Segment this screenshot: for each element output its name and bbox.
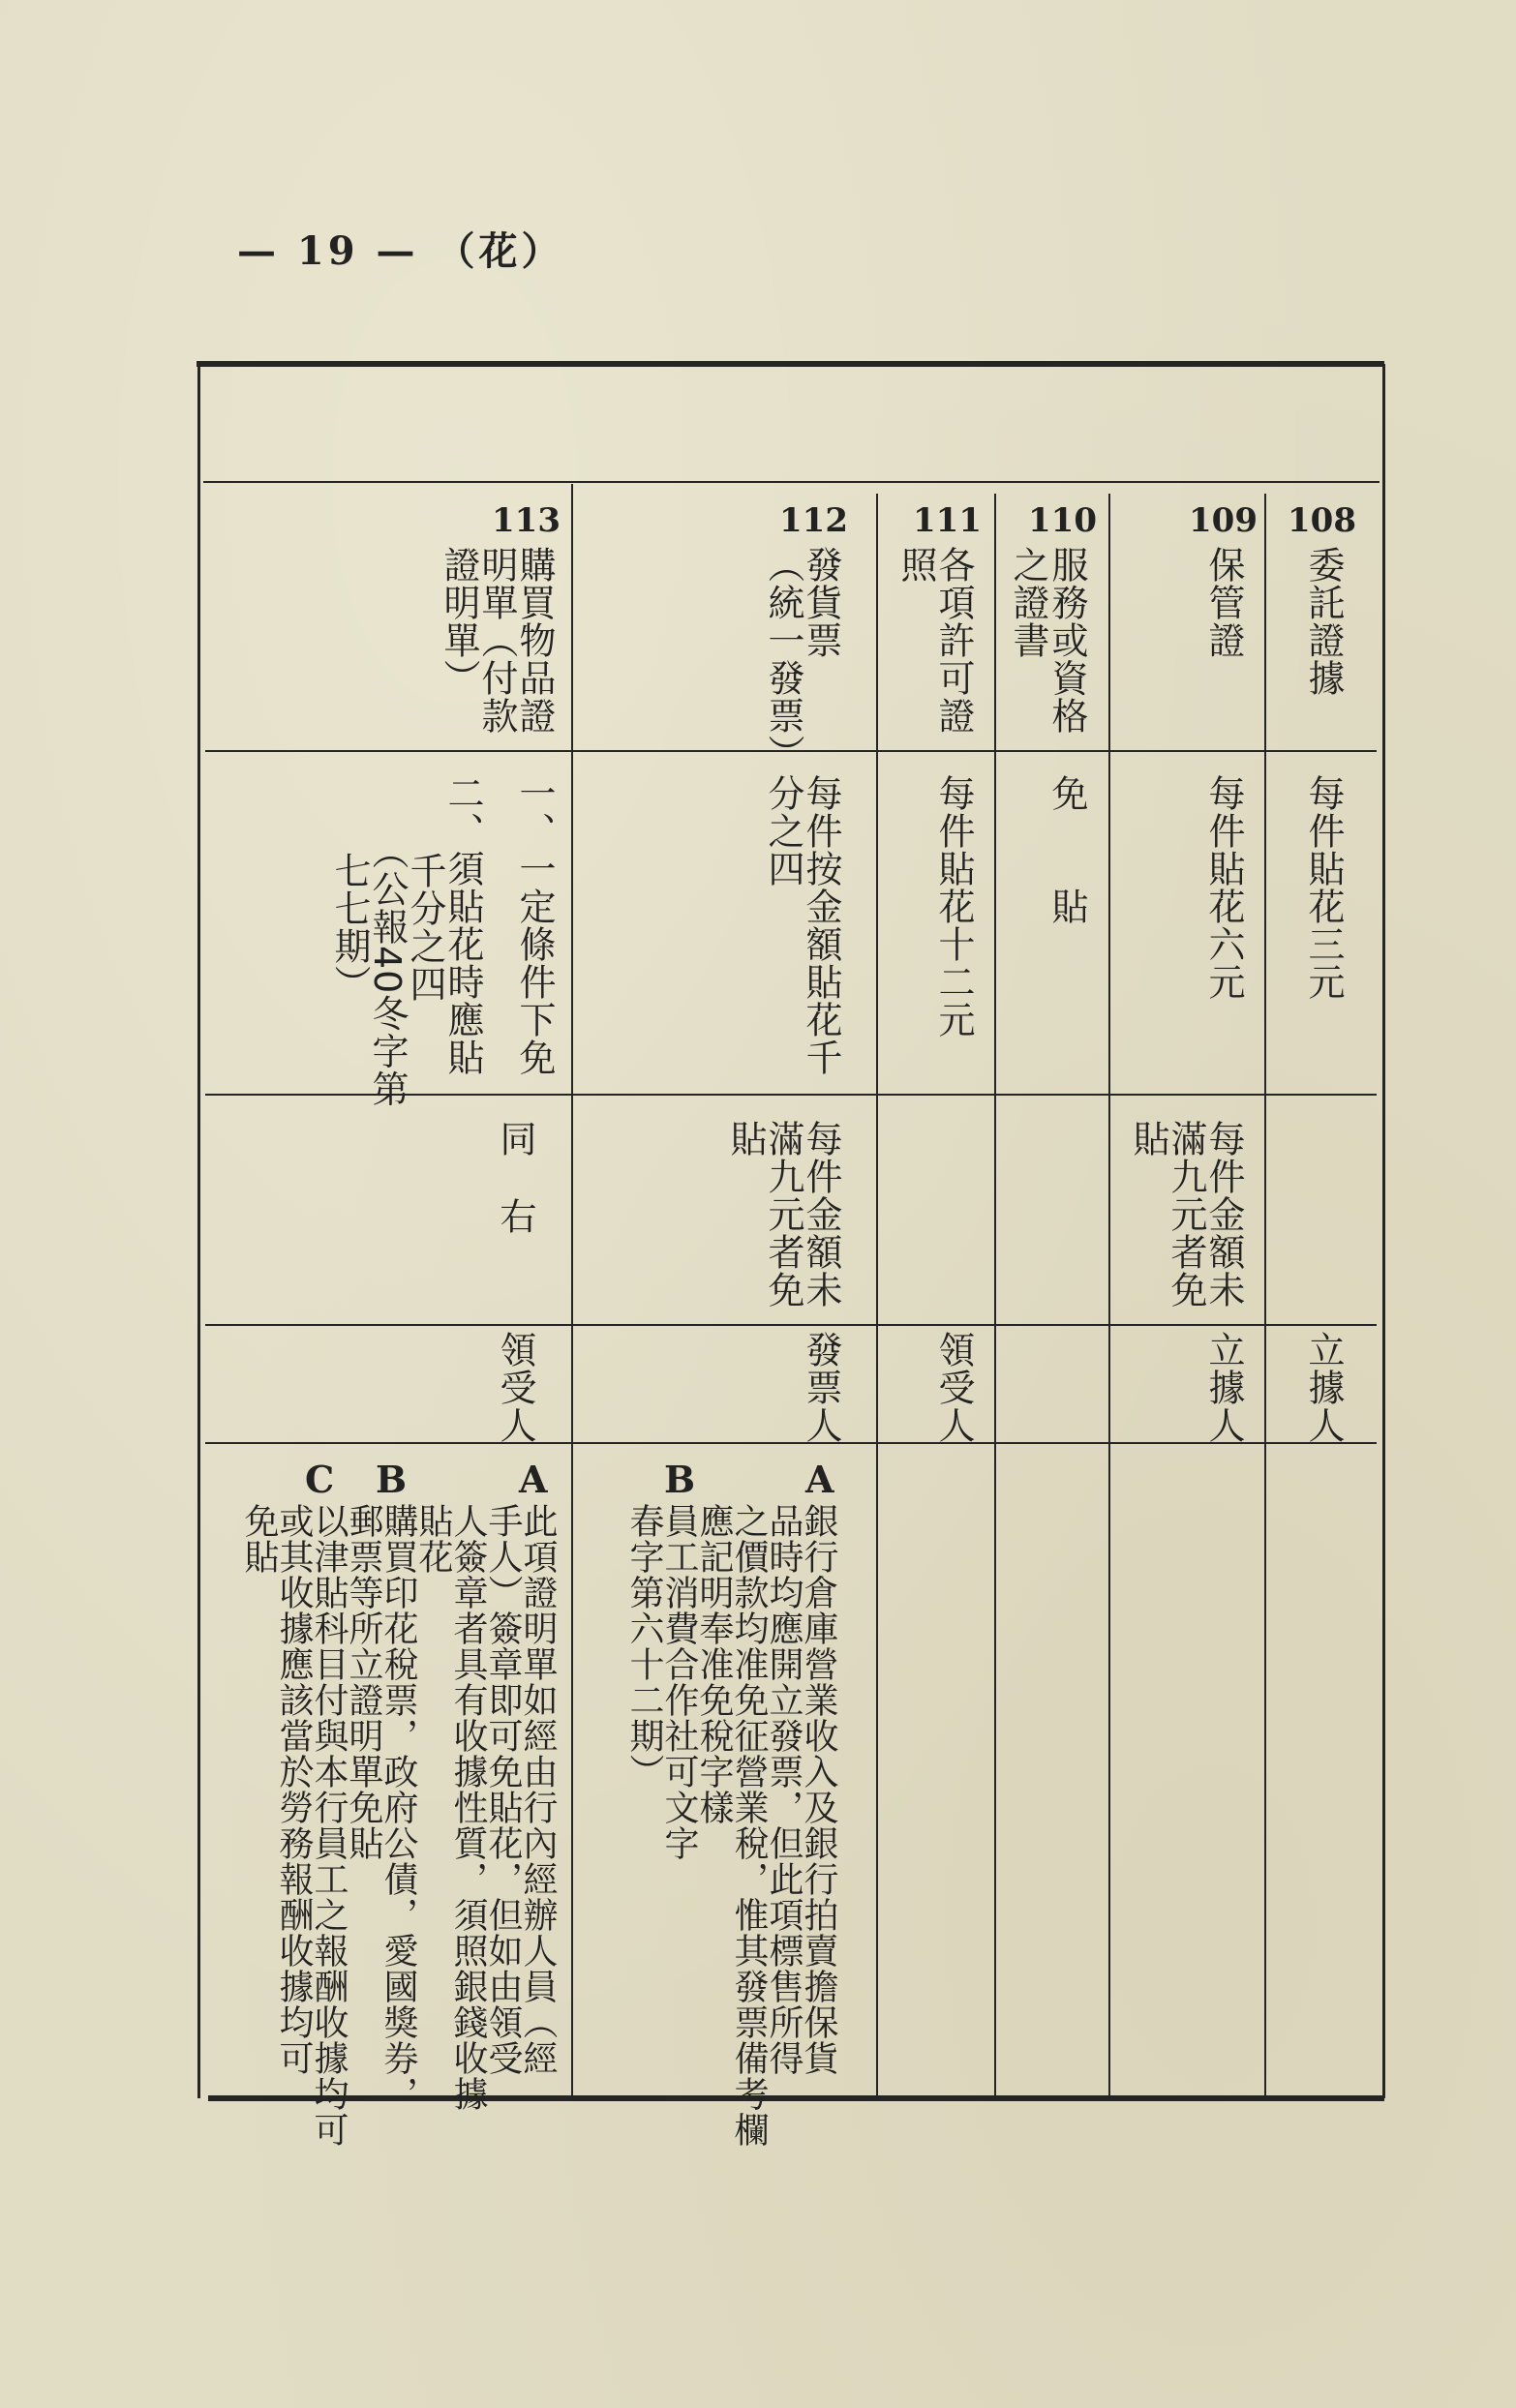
item-number-108: 108 bbox=[1288, 501, 1356, 540]
remark-112-a-col1: 銀行倉庫營業收入及銀行拍賣擔保貨 bbox=[799, 1503, 838, 2076]
item-exemption-112-col1: 每件金額未 bbox=[800, 1120, 842, 1309]
item-exemption-112-col3: 貼 bbox=[724, 1120, 767, 1158]
item-number-110: 110 bbox=[1028, 501, 1097, 540]
remark-113-label-a: A bbox=[519, 1458, 548, 1501]
remark-113-label-b: B bbox=[376, 1458, 408, 1501]
row-separator-payer bbox=[205, 1442, 1377, 1444]
item-name-111-col2: 照 bbox=[894, 546, 937, 584]
table-top-border bbox=[197, 361, 1384, 367]
item-rate-112-col2: 分之四 bbox=[762, 774, 804, 888]
item-exemption-109-col1: 每件金額未 bbox=[1202, 1120, 1245, 1309]
item-rate-111: 每件貼花十二元 bbox=[932, 774, 975, 1038]
remark-113-label-c: C bbox=[305, 1458, 335, 1501]
item-name-113-col3: 證明單） bbox=[438, 546, 480, 697]
item-name-113-col1: 購買物品證 bbox=[513, 546, 556, 735]
remark-113-c-col2: 或其收據應該當於勞務報酬收據均可 bbox=[274, 1503, 314, 2076]
col-sep-113-112 bbox=[571, 484, 573, 2098]
item-exemption-109-col3: 貼 bbox=[1127, 1120, 1169, 1158]
remark-113-a-col3: 人簽章者具有收據性質，須照銀錢收據 bbox=[448, 1503, 488, 2112]
item-name-110-col2: 之證書 bbox=[1007, 546, 1049, 659]
item-number-113: 113 bbox=[492, 501, 561, 540]
remark-112-label-b: B bbox=[664, 1458, 696, 1501]
item-exemption-113-col2: 右 bbox=[494, 1197, 536, 1235]
item-payer-111: 領受人 bbox=[932, 1331, 975, 1444]
table-left-border bbox=[197, 364, 200, 2098]
item-payer-109: 立據人 bbox=[1202, 1331, 1245, 1444]
item-rate-112-col1: 每件按金額貼花千 bbox=[800, 774, 842, 1076]
remark-113-c-col1: 以津貼科目付與本行員工之報酬收據均可 bbox=[309, 1503, 349, 2148]
item-payer-108: 立據人 bbox=[1302, 1331, 1345, 1444]
remark-113-b-col1: 購買印花稅票，政府公債，愛國獎券， bbox=[379, 1503, 418, 2112]
item-rate-113-col3: 千分之四 bbox=[404, 852, 446, 1003]
item-rate-110: 免 貼 bbox=[1046, 774, 1088, 925]
item-payer-112: 發票人 bbox=[800, 1331, 842, 1444]
item-rate-113-col4: （公報40冬字第 bbox=[366, 832, 409, 1108]
item-rate-113-col1: 一、一定條件下免 bbox=[513, 774, 556, 1076]
remark-112-a-col3: 之價款均准免征營業稅，惟其發票備考欄 bbox=[729, 1503, 769, 2148]
item-name-108: 委託證據 bbox=[1302, 546, 1345, 697]
col-sep-111-110 bbox=[994, 494, 996, 2098]
table-right-border bbox=[1382, 364, 1385, 2098]
item-rate-113-col2: 二、須貼花時應貼 bbox=[441, 774, 484, 1076]
item-rate-113-col5: 七七期） bbox=[328, 852, 371, 1003]
item-name-109: 保管證 bbox=[1202, 546, 1245, 659]
remark-112-a-col2: 品時均應開立發票，但此項標售所得 bbox=[764, 1503, 803, 2076]
item-number-112: 112 bbox=[779, 501, 848, 540]
col-sep-110-109 bbox=[1108, 494, 1110, 2098]
remark-112-a-col4: 應記明奉准免稅字樣 bbox=[694, 1503, 734, 1825]
remark-113-a-col1: 此項證明單如經由行內經辦人員（經 bbox=[518, 1503, 558, 2076]
item-number-111: 111 bbox=[913, 501, 982, 540]
item-payer-113: 領受人 bbox=[494, 1331, 536, 1444]
col-sep-109-108 bbox=[1264, 494, 1266, 2098]
item-name-111-col1: 各項許可證 bbox=[932, 546, 975, 735]
item-exemption-112-col2: 滿九元者免 bbox=[762, 1120, 804, 1309]
item-name-113-col2: 明單（付款 bbox=[475, 546, 518, 735]
remark-112-b-col1: 員工消費合作社可文字 bbox=[659, 1503, 699, 1861]
item-name-112-col2: （統一發票） bbox=[762, 546, 804, 772]
item-exemption-113-col1: 同 bbox=[494, 1120, 536, 1158]
item-name-112-col1: 發貨票 bbox=[800, 546, 842, 659]
item-rate-108: 每件貼花三元 bbox=[1302, 774, 1345, 1001]
remark-112-b-col2: 春字第六十二期） bbox=[624, 1503, 664, 1790]
item-exemption-109-col2: 滿九元者免 bbox=[1165, 1120, 1207, 1309]
row-separator-header bbox=[203, 481, 1380, 483]
item-name-110-col1: 服務或資格 bbox=[1046, 546, 1088, 735]
row-separator-exemption bbox=[205, 1324, 1377, 1326]
remark-112-label-a: A bbox=[805, 1458, 834, 1501]
remark-113-a-col4: 貼花 bbox=[413, 1503, 453, 1575]
remark-113-c-col3: 免貼 bbox=[239, 1503, 279, 1575]
remark-113-b-col2: 郵票等所立證明單免貼 bbox=[344, 1503, 383, 1861]
remark-113-a-col2: 手人）簽章即可免貼花，但如由領受 bbox=[483, 1503, 523, 2076]
item-rate-109: 每件貼花六元 bbox=[1202, 774, 1245, 1001]
item-number-109: 109 bbox=[1189, 501, 1258, 540]
col-sep-112-111 bbox=[876, 494, 878, 2098]
page-number: — 19 — （花） bbox=[237, 228, 564, 274]
